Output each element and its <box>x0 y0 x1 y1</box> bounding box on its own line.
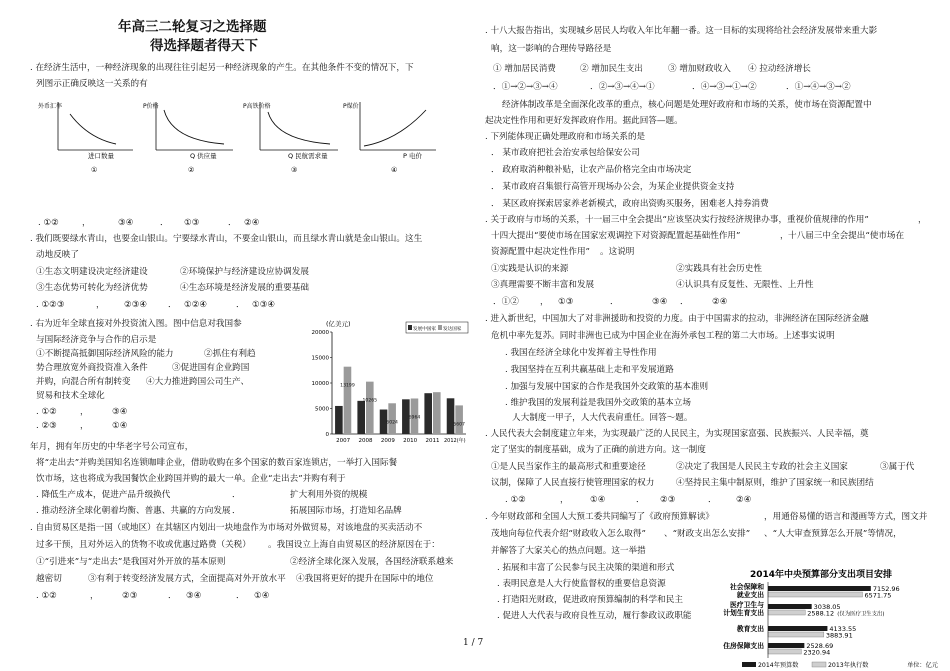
q3-line-1: . 右为近年全球直接对外投资流入图。图中信息对我国参 <box>30 319 242 329</box>
q10-line-2: 定了坚实的制度基础，成为了正确的前进方向。这一制度 <box>491 445 706 455</box>
graph1-num: ① <box>91 166 98 174</box>
graph3-xlabel: Q 民航需求量 <box>288 152 328 160</box>
q11-line-1: . 今年财政部和全国人大预工委共同编写了《政府预算解读》 <box>485 512 714 522</box>
q2-item-2: ②环境保护与经济建设应协调发展 <box>180 267 309 277</box>
intro-line-1: 经济体制改革是全面深化改革的重点，核心问题是处理好政府和市场的关系，使市场在资源配置中 <box>502 100 872 110</box>
q11-line-3: 并解答了大家关心的热点问题。这一举措 <box>491 546 646 556</box>
q2-item-1: ①生态文明建设决定经济建设 <box>36 267 148 277</box>
q9-option-a: . 我国在经济全球化中发挥着主导性作用 <box>505 348 657 358</box>
q1-sep-2: ． <box>160 218 169 228</box>
chart2-category-label: 社会保障和 <box>730 583 764 591</box>
q5-option-c: ③④ <box>186 591 202 601</box>
q1-option-c: ①③ <box>184 218 200 228</box>
q3-sep-2: ， <box>80 421 89 431</box>
q5-sep-1: ， <box>90 591 99 601</box>
chart1-legend-swatch <box>438 325 442 330</box>
q1-option-a: . ①② <box>38 218 59 228</box>
q5-line-1: . 自由贸易区是指一国（或地区）在其辖区内划出一块地盘作为市场对外做贸易，对该地盘的买卖活动不 <box>30 523 423 533</box>
q10-item-3b: 议制，保障了人民直接行使管理国家的权力 <box>491 478 655 488</box>
q10-option-c: ②③ <box>660 495 676 505</box>
q8-line-4: 资源配置中起决定性作用” <box>491 247 590 257</box>
chart2-legend-2014: 2014年预算数 <box>758 662 799 669</box>
q7-option-d: ． 某区政府探索居家养老新模式，政府出资购买服务，困难老人持券消费 <box>491 199 769 209</box>
chart1-data-label: 6024 <box>386 420 398 426</box>
chart1-bar <box>357 401 365 434</box>
q9-option-b: . 我国坚持在互利共赢基础上走和平发展道路 <box>505 365 674 375</box>
q8-option-c: ③④ <box>652 297 668 307</box>
q3-item-1: ①不断提高抵御国际经济风险的能力 <box>36 349 174 359</box>
q1-stem-1: . 在经济生活中，一种经济现象的出现往往引起另一种经济现象的产生。在其他条件不变的情况下，下 <box>30 63 414 73</box>
chart2-note: (仅为医疗卫生支出) <box>837 611 885 618</box>
q4-sep-1: ． <box>232 490 241 500</box>
chart1-xtick-label: 2012(年) <box>444 438 466 444</box>
q10-option-a: . ①② <box>505 495 526 505</box>
q6-option-a: ．①→②→③→④ <box>493 82 558 92</box>
chart2-value-2014: 2528.69 <box>806 642 834 650</box>
q6-line-2: 响，这一影响的合理传导路径是 <box>491 44 612 54</box>
chart1-bar <box>344 367 352 434</box>
q1-graphs <box>38 100 438 180</box>
chart1-data-label: 5607 <box>453 422 465 428</box>
q6-item-4: ④ 拉动经济增长 <box>748 64 811 74</box>
q5-line-2: 过多干预，且对外运入的货物不收或优惠过路费（关税） <box>36 540 251 550</box>
q5-item-2b: 越密切 <box>36 574 62 584</box>
q10-sep-1: ， <box>560 495 569 505</box>
q11-option-b: . 表明民意是人大行使监督权的重要信息资源 <box>497 579 666 589</box>
chart2-category-label: 计划生育支出 <box>723 609 764 617</box>
q7-option-a: ． 某市政府把社会治安承包给保安公司 <box>491 148 640 158</box>
q9-option-d: . 维护我国的发展利益是我国外交政策的基本立场 <box>505 398 691 408</box>
q3-option-b: ③④ <box>112 407 128 417</box>
chart2-bar-2013 <box>768 649 801 654</box>
q5-sep-2: ． <box>168 591 177 601</box>
q5-option-a: . ①② <box>36 591 57 601</box>
chart1-xtick-label: 2009 <box>380 438 395 444</box>
q11-line-1b: ，用通俗易懂的语言和漫画等方式，图文并 <box>764 512 928 522</box>
q8-line-2-comma: ， <box>780 231 789 241</box>
q8-item-2: ②实践具有社会历史性 <box>676 264 762 274</box>
q3-item-2b: 势合理放宽外商投资准入条件 <box>36 363 148 373</box>
q5-item-4: ④我国将更好的提升在国际中的地位 <box>296 574 434 584</box>
q6-option-d: ．①→④→③→② <box>786 82 851 92</box>
q1-sep-1: ， <box>82 218 91 228</box>
q11-option-c: . 打造阳光财政，促进政府预算编制的科学和民主 <box>497 595 683 605</box>
q8-line-2: 十四大提出“要使市场在国家宏观调控下对资源配置起基础性作用” <box>491 231 741 241</box>
graph1-ylabel: 外币汇率 <box>38 103 63 110</box>
graph3-ylabel: P高铁价格 <box>243 103 271 110</box>
chart2-value-2014: 7152.96 <box>872 585 900 593</box>
q8-item-3: ③真理需要不断丰富和发展 <box>491 280 595 290</box>
chart2-category-label: 教育支出 <box>736 625 764 633</box>
chart1-xtick-label: 2007 <box>336 438 351 444</box>
q10-item-1: ①是人民当家作主的最高形式和重要途径 <box>491 462 646 472</box>
q4-line-1: 年月，拥有年历史的中华老字号公司宣布， <box>30 442 194 452</box>
graph4-xlabel: P 电价 <box>403 152 422 160</box>
q1-option-d: ②④ <box>244 218 260 228</box>
q5-line-3: 。我国设立上海自由贸易区的经济原因在于： <box>268 540 440 550</box>
chart1-bar <box>447 398 455 434</box>
q6-item-2: ② 增加民生支出 <box>580 64 643 74</box>
q11-line-2b: 、“财政支出怎么安排” <box>664 529 751 539</box>
q3-line-2: 与国际经济竞争与合作的启示是 <box>36 335 157 345</box>
q7-option-b: ． 政府取消种粮补贴，让农产品价格完全由市场决定 <box>491 165 692 175</box>
chart2-value-2013: 3883.91 <box>825 631 853 640</box>
chart2-legend-swatch-2013 <box>812 662 826 667</box>
q3-item-3b: 并购，向混合所有制转变 <box>36 377 131 387</box>
page-number: 1 / 7 <box>463 638 484 648</box>
q8-option-b: ①③ <box>558 297 574 307</box>
q4-option-b: 扩大利用外资的规模 <box>290 490 368 500</box>
graph2-ylabel: P价格 <box>143 103 159 110</box>
graph4-ylabel: P煤价 <box>343 103 359 110</box>
q4-option-a: . 降低生产成本，促进产品升级换代 <box>36 490 171 500</box>
chart1-xtick-label: 2010 <box>403 438 418 444</box>
chart1-data-label: 13199 <box>340 383 355 389</box>
q9-section-intro: 人大制度一甲子，人大代表肩重任。回答～题。 <box>512 413 693 423</box>
q11-option-a: . 拓展和丰富了公民参与民主决策的渠道和形式 <box>497 563 675 573</box>
q8-line-1-comma: ， <box>918 215 927 225</box>
chart2-category-label: 医疗卫生与 <box>730 601 764 609</box>
q8-line-5: 。这说明 <box>600 247 635 257</box>
chart1-bar <box>455 405 463 434</box>
chart1-bar <box>388 403 396 434</box>
q8-sep-2: ． <box>610 297 619 307</box>
q2-option-c: ①②④ <box>184 300 208 310</box>
chart2-legend-2013: 2013年执行数 <box>828 662 869 669</box>
chart2-bar-2014 <box>768 643 804 648</box>
q10-sep-3: ． <box>708 495 717 505</box>
chart2-value-2014: 4133.55 <box>829 625 857 633</box>
q10-item-2: ②决定了我国是人民民主专政的社会主义国家 <box>676 462 848 472</box>
chart2-bar-2014 <box>768 604 812 609</box>
q3-sep-1: ， <box>80 407 89 417</box>
q2-sep-1: ， <box>96 300 105 310</box>
q11-line-2c: 、“人大审查预算怎么开展”等情况， <box>764 529 902 539</box>
chart1-unit: (亿美元) <box>326 320 351 328</box>
q6-item-3: ③ 增加财政收入 <box>668 64 731 74</box>
q3-option-d: ①④ <box>112 421 128 431</box>
chart1-ytick-label: 10000 <box>311 381 329 387</box>
chart1-data-label: 10265 <box>362 398 378 404</box>
q4-line-2: 将“走出去”并购美国知名连锁咖啡企业，借助收购在多个国家的数百家连锁店，一举打入国际餐 <box>36 458 398 468</box>
q5-sep-3: ． <box>236 591 245 601</box>
q3-option-c: . ②③ <box>36 421 57 431</box>
q2-option-d: ①③④ <box>252 300 276 310</box>
q7-option-c: ． 某市政府召集银行高管开现场办公会，为某企业提供资金支持 <box>491 182 735 192</box>
q6-item-1: ① 增加居民消费 <box>493 64 556 74</box>
q5-option-d: ①④ <box>254 591 270 601</box>
graph4-num: ④ <box>391 166 398 174</box>
q8-line-3: 十八届三中全会提出“使市场在 <box>788 231 905 241</box>
q1-sep-3: ． <box>228 218 237 228</box>
q4-line-3: 饮市场，这也将成为我国餐饮企业跨国并购的最大一单。企业“走出去”并购有利于 <box>36 474 346 484</box>
q2-item-3: ③生态优势可转化为经济优势 <box>36 283 148 293</box>
chart2-value-2013: 2588.12 <box>807 609 835 618</box>
q9-line-2: 危机中率先复苏。同时非洲也已成为中国企业在海外承包工程的第二大市场。上述事实说明 <box>491 331 835 341</box>
chart2-bar-2013 <box>768 592 862 597</box>
q8-sep-1: ， <box>540 297 549 307</box>
doc-subtitle: 得选择题者得天下 <box>150 38 258 54</box>
q4-sep-2: ． <box>232 506 241 516</box>
q8-option-d: ②④ <box>712 297 728 307</box>
q3-option-a: . ①② <box>36 407 57 417</box>
chart1-bar <box>433 392 441 434</box>
q11-line-2a: 茂地向每位代表介绍“财政收入怎么取得” <box>491 529 646 539</box>
q4-option-d: 拓展国际市场，打造知名品牌 <box>290 506 402 516</box>
q5-item-1: ①“引进来”与“走出去”是我国对外开放的基本原则 <box>36 557 226 567</box>
q2-sep-2: ． <box>168 300 177 310</box>
budget-bar-chart <box>702 566 940 671</box>
q2-sep-3: ． <box>236 300 245 310</box>
q1-stem-2: 列图示正确反映这一关系的有 <box>36 79 148 89</box>
q4-option-c: . 推动经济全球化朝着均衡、普惠、共赢的方向发展 <box>36 506 231 516</box>
chart1-legend-swatch <box>408 325 412 330</box>
q5-item-3: ③有利于转变经济发展方式，全面提高对外开放水平 <box>88 574 286 584</box>
chart1-xtick-label: 2011 <box>425 438 440 444</box>
chart2-value-2014: 3038.05 <box>813 603 841 611</box>
q1-graph-1 <box>38 102 133 174</box>
q8-option-a: ．①② <box>493 297 519 307</box>
q6-line-1: . 十八大报告指出，实现城乡居民人均收入年比年翻一番。这一目标的实现将给社会经济发展带来重大影 <box>485 26 878 36</box>
q10-item-4: ④坚持民主集中制原则，维护了国家统一和民族团结 <box>676 478 874 488</box>
q2-option-b: ②③④ <box>124 300 148 310</box>
q8-sep-3: ． <box>680 297 689 307</box>
chart2-unit: 单位：亿元 <box>907 662 938 669</box>
chart1-data-label: 6964 <box>408 415 421 421</box>
q1-graph-4 <box>343 102 436 174</box>
q1-option-b: ③④ <box>118 218 134 228</box>
chart1-bar <box>366 382 374 434</box>
q8-item-4: ④认识具有反复性、无限性、上升性 <box>676 280 814 290</box>
graph1-xlabel: 进口数量 <box>88 152 114 160</box>
chart2-bar-2014 <box>768 586 871 591</box>
chart2-legend-swatch-2014 <box>742 662 756 667</box>
q8-item-1: ①实践是认识的来源 <box>491 264 569 274</box>
chart2-bar-2014 <box>768 626 827 631</box>
chart2-category-label: 住房保障支出 <box>723 642 764 650</box>
chart1-legend-label: 发达国家 <box>443 327 462 332</box>
q10-line-1: . 人民代表大会制度建立年来，为实现最广泛的人民民主，为实现国家富强、民族振兴、人民幸福，奠 <box>485 429 869 439</box>
q3-item-4b: 贸易和技术全球化 <box>36 391 105 401</box>
chart1-ytick-label: 5000 <box>315 406 329 413</box>
chart1-bar <box>335 406 343 434</box>
q9-option-c: . 加强与发展中国家的合作是我国外交政策的基本准则 <box>505 382 709 392</box>
q10-sep-2: ． <box>636 495 645 505</box>
chart1-bar <box>424 393 432 434</box>
q5-item-2a: ②经济全球化深入发展，各国经济联系越来 <box>290 557 454 567</box>
q11-option-d: . 促进人大代表与政府良性互动，履行参政议政职能 <box>497 611 692 621</box>
q10-option-b: ①④ <box>590 495 606 505</box>
q9-line-1: . 进入新世纪，中国加大了对非洲援助和投资的力度。由于中国需求的拉动，非洲经济在国际经济金融 <box>485 314 869 324</box>
chart1-ytick-label: 0 <box>325 432 329 438</box>
chart2-title: 2014年中央预算部分支出项目安排 <box>749 570 893 580</box>
graph2-num: ② <box>188 166 195 174</box>
fdi-bar-chart <box>302 318 470 454</box>
intro-line-2: 起决定性作用和更好发挥政府作用。据此回答—题。 <box>485 116 683 126</box>
q1-graph-3 <box>243 102 338 174</box>
chart2-bar-2013 <box>768 610 805 615</box>
q3-item-2a: ②抓住有利趋 <box>204 349 256 359</box>
q2-item-4: ④生态环境是经济发展的重要基础 <box>180 283 309 293</box>
q5-option-b: ②③ <box>122 591 138 601</box>
chart1-legend-label: 发展中国家 <box>413 327 436 332</box>
q10-item-3a: ③属于代 <box>880 462 915 472</box>
chart2-value-2013: 6571.75 <box>864 591 892 600</box>
chart2-bar-2013 <box>768 632 824 637</box>
q2-stem-2: 动地反映了 <box>36 250 79 260</box>
q10-option-d: ②④ <box>736 495 752 505</box>
q2-option-a: . ①②③ <box>36 300 65 310</box>
q2-stem-1: . 我们既要绿水青山，也要金山银山。宁要绿水青山，不要金山银山，而且绿水青山就是金山银山。这生 <box>30 234 423 244</box>
chart2-category-label: 就业支出 <box>736 591 764 599</box>
graph2-xlabel: Q 供应量 <box>190 152 217 160</box>
q3-item-3a: ③促进国有企业跨国 <box>172 363 250 373</box>
doc-title: 年高三二轮复习之选择题 <box>118 19 267 35</box>
q6-option-c: ．④→③→①→② <box>692 82 757 92</box>
graph3-num: ③ <box>291 166 298 174</box>
q7-line-1: . 下列能体现正确处理政府和市场关系的是 <box>485 132 646 142</box>
q3-item-4a: ④大力推进跨国公司生产、 <box>146 377 250 387</box>
q6-option-b: ．②→③→④→① <box>590 82 655 92</box>
chart1-ytick-label: 15000 <box>311 355 329 362</box>
chart1-xtick-label: 2008 <box>358 438 373 444</box>
q8-line-1: . 关于政府与市场的关系，十一届三中全会提出“应该坚决实行按经济规律办事，重视价值规律的作用” <box>485 215 869 225</box>
chart2-value-2013: 2320.94 <box>803 648 831 657</box>
chart1-ytick-label: 20000 <box>311 330 329 336</box>
q1-graph-2 <box>143 102 233 174</box>
